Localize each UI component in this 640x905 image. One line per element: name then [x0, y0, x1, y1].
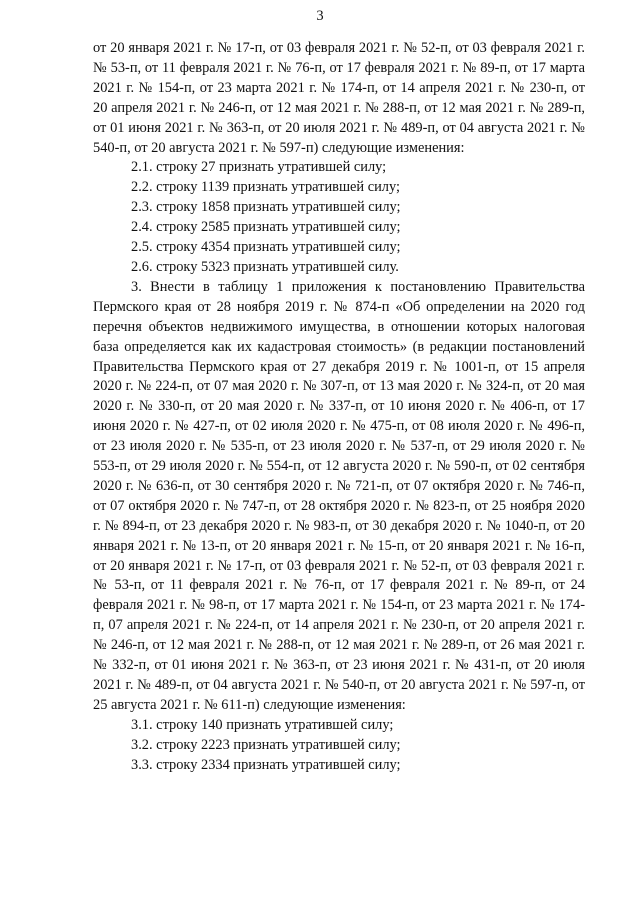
list-section-2 [93, 158, 585, 277]
paragraph-section-3: 3. Внести в таблицу 1 приложения к постановлению Правительства Пермского края от 28 ноября 2019 г. № 874-п «Об определении на 2020 год перечня объектов недвижимого имущества, в отношении которых налоговая база определяется как их кадастровая стоимость» (в редакции постановлений Правительства Пермского края от 27 декабря 2019 г. № 1001-п, от 15 апреля 2020 г. № 224-п, от 07 мая 2020 г. № 307-п, от 13 мая 2020 г. № 324-п, от 20 мая 2020 г. № 330-п, от 20 мая 2020 г. № 337-п, от 10 июня 2020 г. № 406-п, от 17 июня 2020 г. № 427-п, от 02 июля 2020 г. № 475-п, от 08 июля 2020 г. № 496-п, от 23 июля 2020 г. № 535-п, от 23 июля 2020 г. № 537-п, от 29 июля 2020 г. № 553-п, от 29 июля 2020 г. № 554-п, от 12 августа 2020 г. № 590-п, от 02 сентября 2020 г. № 636-п, от 30 сентября 2020 г. № 721-п, от 07 октября 2020 г. № 746-п, от 07 октября 2020 г. № 747-п, от 28 октября 2020 г. № 823-п, от 25 ноября 2020 г. № 894-п, от 23 декабря 2020 г. № 983-п, от 30 декабря 2020 г. № 1040-п, от 20 января 2021 г. № 13-п, от 20 января 2021 г. № 15-п, от 20 января 2021 г. № 16-п, от 20 января 2021 г. № 17-п, от 03 февраля 2021 г. № 52-п, от 03 февраля 2021 г. № 53-п, от 11 февраля 2021 г. № 76-п, от 17 февраля 2021 г. № 89-п, от 24 февраля 2021 г. № 98-п, от 17 марта 2021 г. № 154-п, от 23 марта 2021 г. № 174-п, 07 апреля 2021 г. № 224-п, от 14 апреля 2021 г. № 230-п, от 20 апреля 2021 г. № 246-п, от 12 мая 2021 г. № 288-п, от 12 мая 2021 г. № 289-п, от 26 мая 2021 г. № 332-п, от 01 июня 2021 г. № 363-п, от 23 июня 2021 г. № 431-п, от 20 июля 2021 г. № 489-п, от 04 августа 2021 г. № 540-п, от 20 августа 2021 г. № 597-п, от 25 августа 2021 г. № 611-п) следующие изменения: [93, 278, 585, 713]
paragraph-continuation: от 20 января 2021 г. № 17-п, от 03 февраля 2021 г. № 52-п, от 03 февраля 2021 г. № 53-п, от 11 февраля 2021 г. № 76-п, от 17 февраля 2021 г. № 89-п, от 17 марта 2021 г. № 154-п, от 23 марта 2021 г. № 174-п, от 14 апреля 2021 г. № 230-п, от 20 апреля 2021 г. № 246-п, от 12 мая 2021 г. № 288-п, от 12 мая 2021 г. № 289-п, от 01 июня 2021 г. № 363-п, от 20 июля 2021 г. № 489-п, от 04 августа 2021 г. № 540-п, от 20 августа 2021 г. № 597-п) следующие изменения: [93, 40, 585, 156]
page-number: 3 [316, 8, 324, 24]
list-item: 2.5. строку 4354 признать утратившей силу; [131, 239, 401, 256]
list-item: 3.2. строку 2223 признать утратившей силу; [131, 736, 401, 753]
list-item: 3.3. строку 2334 признать утратившей силу; [131, 756, 401, 773]
list-item: 2.2. строку 1139 признать утратившей силу; [131, 179, 400, 196]
list-item: 2.6. строку 5323 признать утратившей силу. [131, 258, 399, 275]
list-section-3 [93, 716, 585, 776]
document-body [93, 39, 585, 776]
list-item: 2.3. строку 1858 признать утратившей силу; [131, 199, 401, 216]
list-item: 2.4. строку 2585 признать утратившей силу; [131, 219, 401, 236]
list-item: 3.1. строку 140 признать утратившей силу; [131, 716, 394, 733]
list-item: 2.1. строку 27 признать утратившей силу; [131, 159, 387, 176]
